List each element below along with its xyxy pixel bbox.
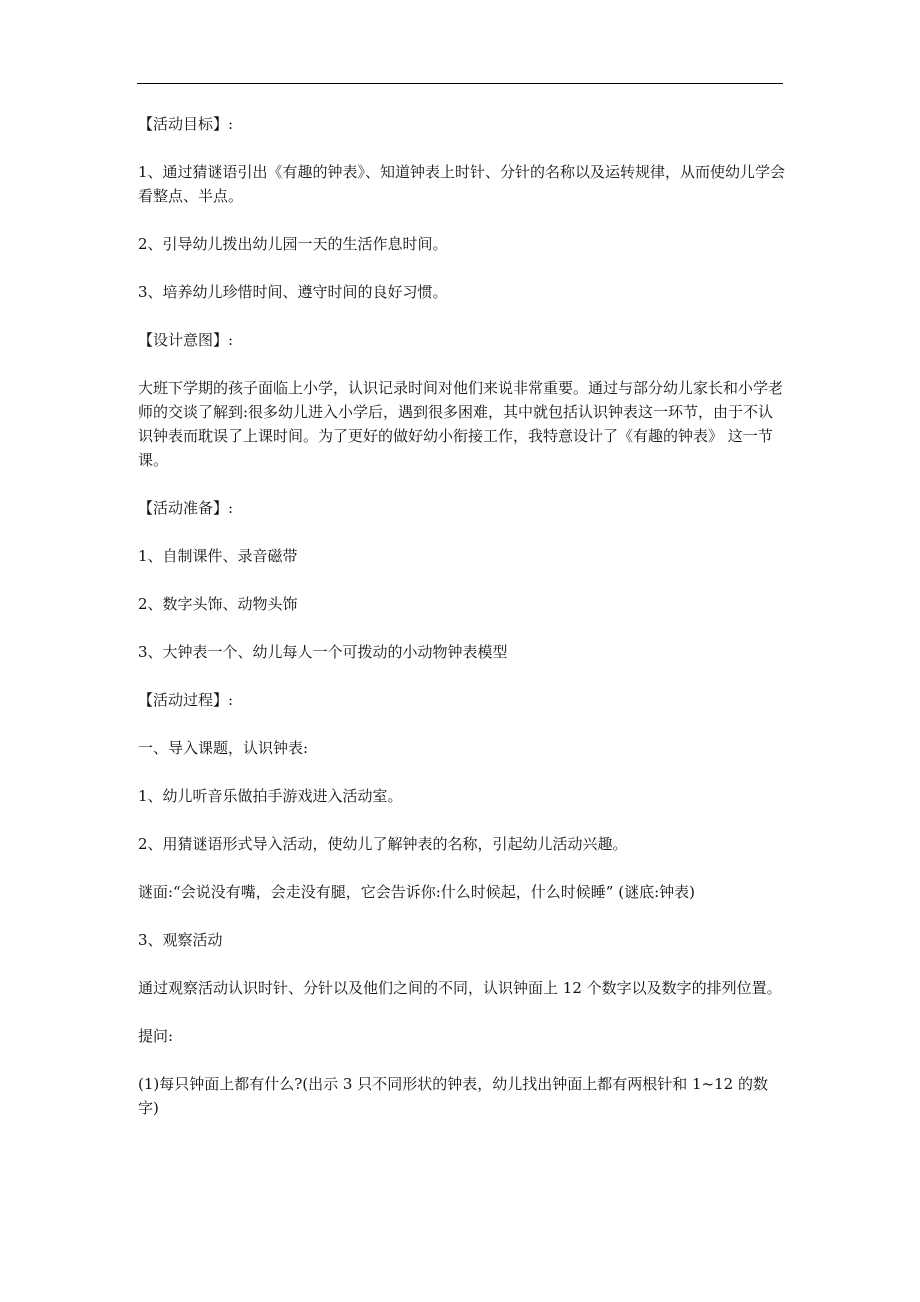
question-label: 提问: [138,1027,174,1045]
document-body [138,112,786,1144]
preparation-item-1: 1、自制课件、录音磁带 [138,547,298,565]
heading-process: 【活动过程】: [138,691,234,709]
process-step-1: 1、幼儿听音乐做拍手游戏进入活动室。 [138,787,403,805]
goal-item-3: 3、培养幼儿珍惜时间、遵守时间的良好习惯。 [138,283,448,301]
heading-preparation: 【活动准备】: [138,499,234,517]
process-section-1: 一、导入课题，认识钟表: [138,739,309,757]
question-item-1: (1)每只钟面上都有什么?(出示 3 只不同形状的钟表，幼儿找出钟面上都有两根针和 1~12 的数字) [138,1075,768,1117]
riddle-text: 谜面:“会说没有嘴，会走没有腿，它会告诉你:什么时候起，什么时候睡” (谜底:钟表) [138,883,695,901]
heading-activity-goals: 【活动目标】: [138,115,234,133]
process-step-2: 2、用猜谜语形式导入活动，使幼儿了解钟表的名称，引起幼儿活动兴趣。 [138,835,628,853]
heading-design-intent: 【设计意图】: [138,331,234,349]
preparation-item-3: 3、大钟表一个、幼儿每人一个可拨动的小动物钟表模型 [138,643,508,661]
goal-item-2: 2、引导幼儿拨出幼儿园一天的生活作息时间。 [138,235,448,253]
header-rule [137,83,783,84]
process-step-3: 3、观察活动 [138,931,223,949]
observation-text: 通过观察活动认识时针、分针以及他们之间的不同，认识钟面上 12 个数字以及数字的排列位置。 [138,979,782,997]
preparation-item-2: 2、数字头饰、动物头饰 [138,595,298,613]
goal-item-1: 1、通过猜谜语引出《有趣的钟表》、知道钟表上时针、分针的名称以及运转规律，从而使幼儿学会看整点、半点。 [138,163,786,205]
design-intent-text: 大班下学期的孩子面临上小学，认识记录时间对他们来说非常重要。通过与部分幼儿家长和小学老师的交谈了解到:很多幼儿进入小学后，遇到很多困难，其中就包括认识钟表这一环节，由于不认识钟表而耽误了上课时间。为了更好的做好幼小衔接工作，我特意设计了《有趣的钟表》 这一节课。 [138,379,784,469]
